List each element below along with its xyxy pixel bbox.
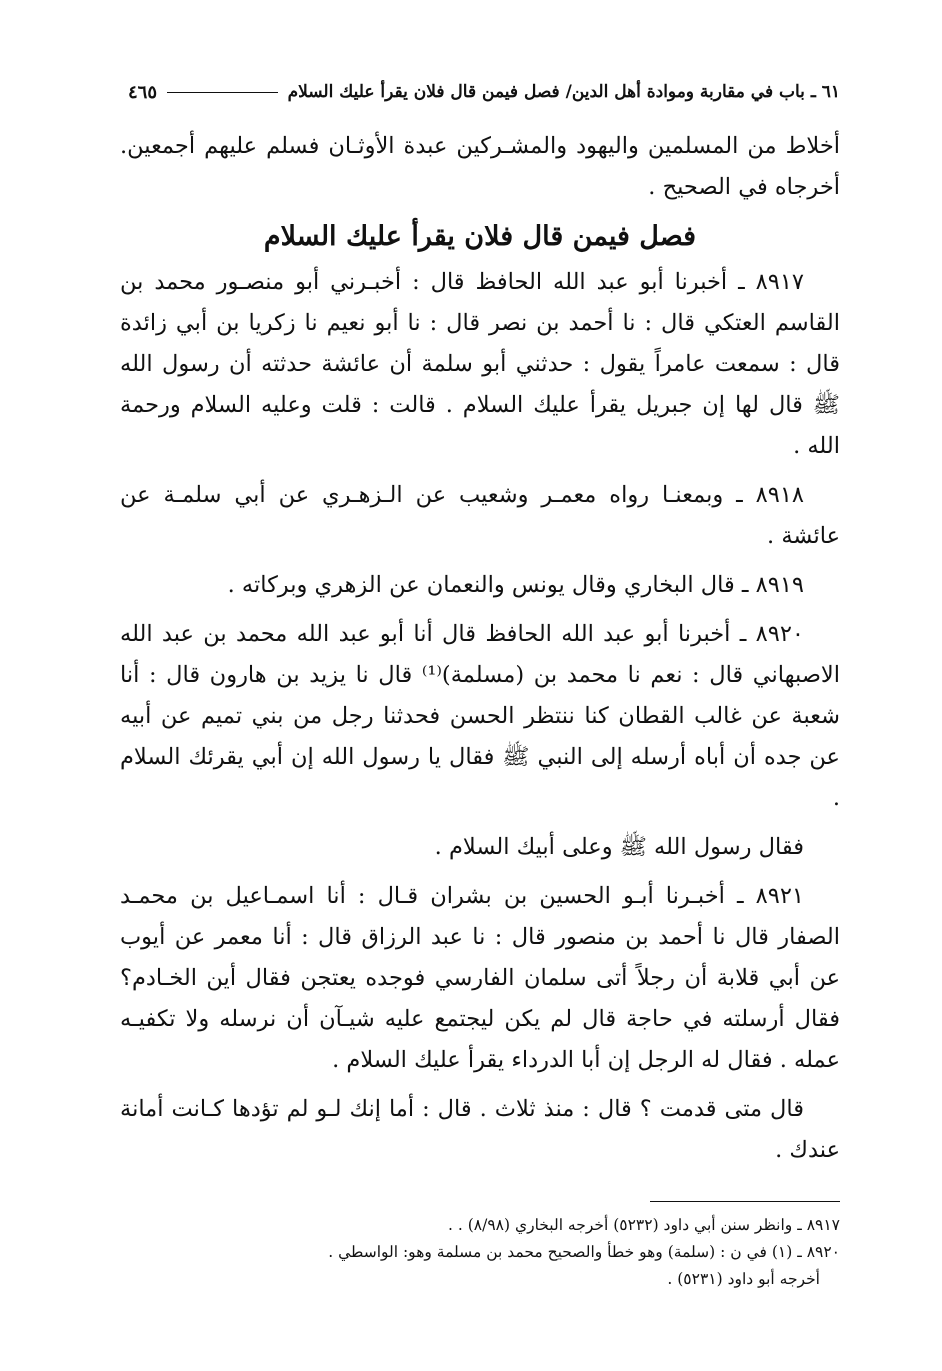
hadith-8917: ٨٩١٧ ـ أخبرنا أبو عبد الله الحافظ قال : أخبـرني أبو منصـور محمد بن القاسم العتكي قال : نا أحمد بن نصر قال : نا أبو نعيم نا زكريا بن أبي زائدة قال : سمعت عامراً يقول : حدثني أبو سلمة أن عائشة حدثته أن رسول الله ﷺ قال لها إن جبريل يقرأ عليك السلام . قالت : قلت وعليه السلام ورحمة الله . [120,269,840,459]
document-page [120,70,840,1293]
hadith-8920-reply: فقال رسول الله ﷺ وعلى أبيك السلام . [434,834,804,860]
header-rule [167,92,278,93]
running-header [120,70,840,114]
running-title: ٦١ ـ باب في مقاربة وموادة أهل الدين/ فصل فيمن قال فلان يقرأ عليك السلام [287,82,840,102]
hadith-8921: ٨٩٢١ ـ أخبـرنا أبـو الحسين بن بشران قـال : أنا اسمـاعيل بن محمـد الصفار قال نا أحمد بن منصور قال : نا عبد الرزاق قال : أنا معمر عن أيوب عن أبي قلابة أن رجلاً أتى سلمان الفارسي فوجده يعتجن فقال أين الخـادم؟ فقال أرسلته في حاجة قال لم يكن ليجتمع عليه شيـآن أن نرسله ولا تكفيـه عمله . فقال له الرجل إن أبا الدرداء يقرأ عليك السلام . [120,883,840,1073]
footnotes [120,1212,840,1293]
hadith-8919: ٨٩١٩ ـ قال البخاري وقال يونس والنعمان عن الزهري وبركاته . [227,572,804,598]
footnote-8920-source: أخرجه أبو داود (٥٢٣١) . [667,1270,820,1288]
hadith-8920: ٨٩٢٠ ـ أخبرنا أبو عبد الله الحافظ قال أنا أبو عبد الله محمد بن عبد الله الاصبهاني قال : نعم نا محمد بن (مسلمة)⁽¹⁾ قال نا يزيد بن هارون قال : أنا شعبة عن غالب القطان كنا ننتظر الحسن فحدثنا رجل من بني تميم عن أبيه عن جده أن أباه أرسله إلى النبي ﷺ فقال يا رسول الله إن أبي يقرئك السلام . [120,621,841,811]
main-text [120,126,840,1171]
hadith-8921-continuation: قال متى قدمت ؟ قال : منذ ثلاث . قال : أما إنك لـو لم تؤدها كـانت أمانة عندك . [120,1096,840,1163]
page-number: ٤٦٥ [128,81,158,103]
footnote-8917: ٨٩١٧ ـ وانظر سنن أبي داود (٥٢٣٢) أخرجه البخاري (٨/٩٨) . . [448,1216,840,1234]
section-heading: فصل فيمن قال فلان يقرأ عليك السلام [263,221,697,252]
footnote-8920: ٨٩٢٠ ـ (١) في ن : (سلمة) وهو خطأ والصحيح محمد بن مسلمة وهو: الواسطي . [328,1243,840,1261]
paragraph-continuation: أخلاط من المسلمين واليهود والمشـركين عبدة الأوثـان فسلم عليهم أجمعين. أخرجاه في الصحيح . [120,133,840,200]
footnote-separator [650,1201,840,1202]
hadith-8918: ٨٩١٨ ـ وبمعنـا رواه معمـر وشعيب عن الـزهـري عن أبي سلمـة عن عائشة . [120,482,840,549]
